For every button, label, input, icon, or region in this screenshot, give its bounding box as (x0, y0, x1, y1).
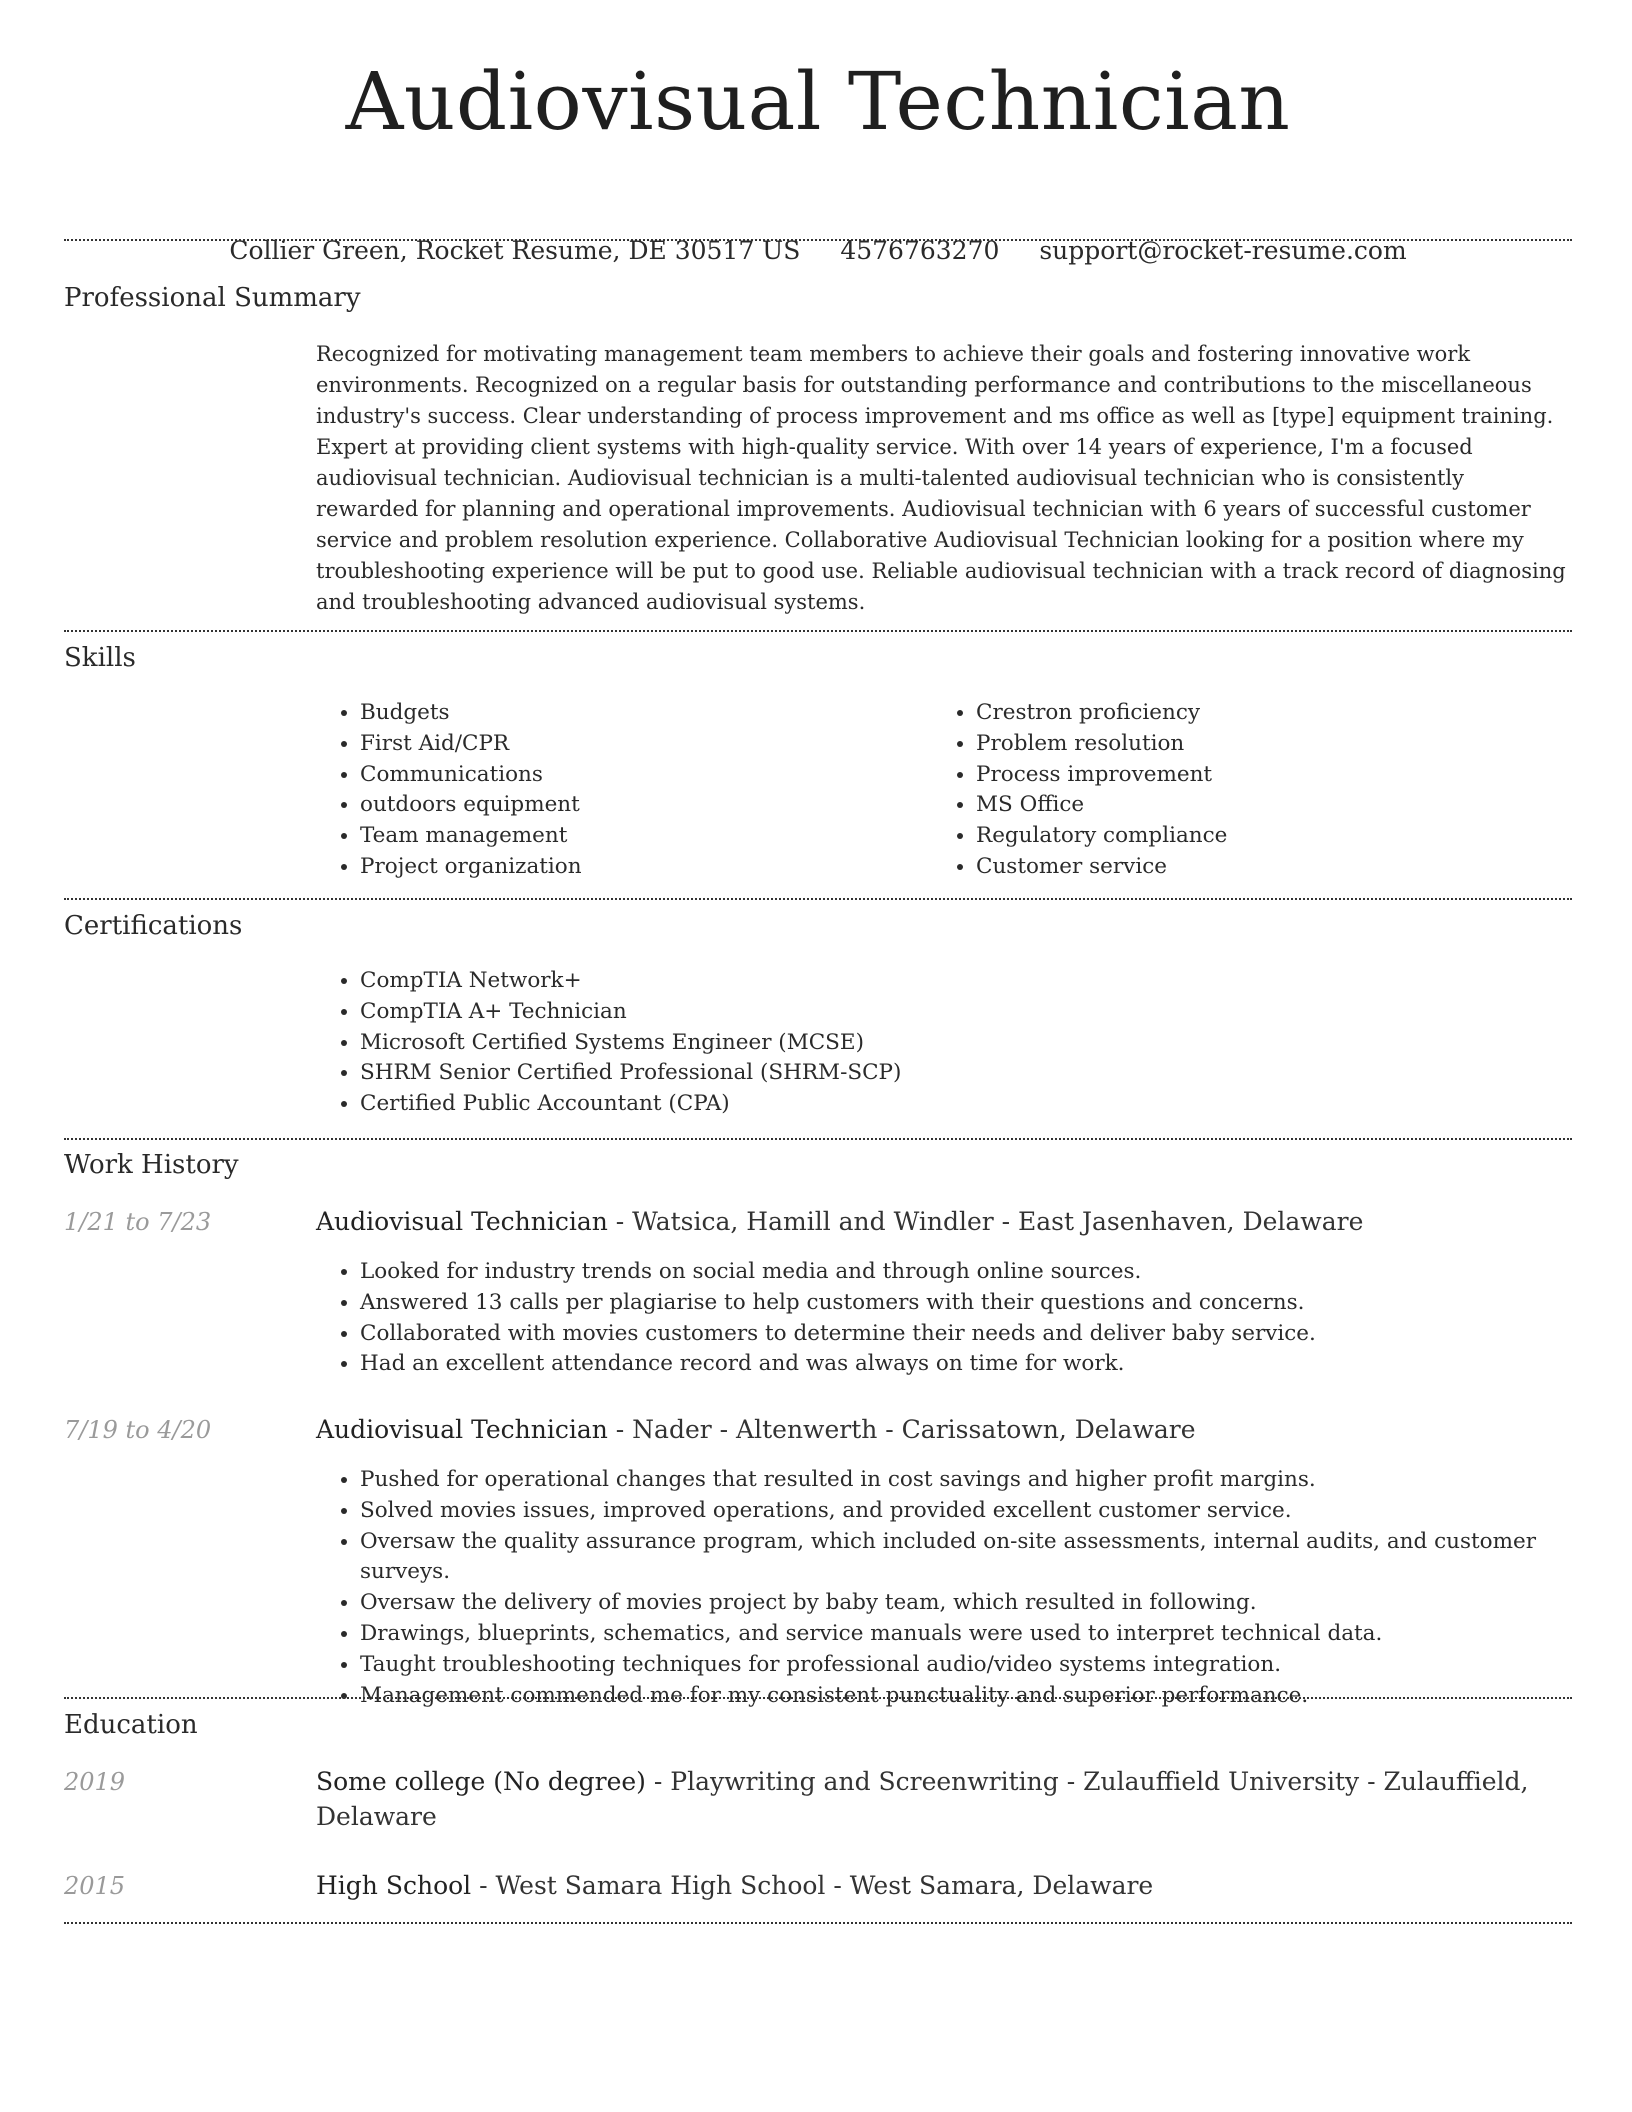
job-dates: 1/21 to 7/23 (64, 1208, 212, 1236)
job-bullet: • Solved movies issues, improved operations, and provided excellent customer service. (360, 1496, 1572, 1527)
contact-phone: 4576763270 (840, 236, 1000, 265)
job-bullets (316, 1257, 1572, 1380)
education-degree: High School (316, 1871, 472, 1900)
summary-text: Recognized for motivating management team members to achieve their goals and fostering innovative work environments. Recognized on a regular basis for outstanding performance and contributions to the miscellaneous industry's success. Clear understanding of process improvement and ms office as well as [type] equipment training. Expert at providing client systems with high-quality service. With over 14 years of experience, I'm a focused audiovisual technician. Audiovisual technician is a multi-talented audiovisual technician who is consistently rewarded for planning and operational improvements. Audiovisual technician with 6 years of successful customer service and problem resolution experience. Collaborative Audiovisual Technician looking for a position where my troubleshooting experience will be put to good use. Reliable audiovisual technician with a track record of diagnosing and troubleshooting advanced audiovisual systems. (316, 342, 1566, 614)
skill-item: • Problem resolution (976, 729, 1552, 760)
education-heading (316, 1764, 1572, 1834)
education-degree: Some college (No degree) (316, 1767, 646, 1796)
education-heading (316, 1868, 1572, 1903)
resume-page (64, 0, 1572, 1900)
job-employer-location: - Nader - Altenwerth - Carissatown, Delaware (607, 1415, 1196, 1444)
skill-item: • Budgets (360, 698, 926, 729)
section-title-skills: Skills (64, 643, 136, 673)
skill-item: • Crestron proficiency (976, 698, 1552, 729)
contact-email: support@rocket-resume.com (1039, 236, 1407, 265)
job-role: Audiovisual Technician (316, 1415, 608, 1444)
education-year: 2015 (64, 1872, 126, 1900)
section-title-work-history: Work History (64, 1150, 239, 1180)
job-bullet: • Drawings, blueprints, schematics, and service manuals were used to interpret technical data. (360, 1619, 1572, 1650)
skill-item: • First Aid/CPR (360, 729, 926, 760)
skill-item: • Regulatory compliance (976, 821, 1552, 852)
job-bullet: • Oversaw the delivery of movies project by baby team, which resulted in following. (360, 1588, 1572, 1619)
skill-item: • Team management (360, 821, 926, 852)
education-year: 2019 (64, 1768, 126, 1796)
education-details: - Playwriting and Screenwriting - Zulauffield University - Zulauffield, Delaware (316, 1767, 1529, 1831)
job-bullet: • Collaborated with movies customers to determine their needs and deliver baby service. (360, 1319, 1572, 1350)
job-bullet: • Pushed for operational changes that resulted in cost savings and higher profit margins. (360, 1465, 1572, 1496)
certification-item: • Certified Public Accountant (CPA) (360, 1089, 1572, 1120)
job-heading (316, 1204, 1572, 1239)
certifications-list (316, 966, 1572, 1120)
section-title-certifications: Certifications (64, 911, 243, 941)
job-role: Audiovisual Technician (316, 1207, 608, 1236)
section-divider (64, 1697, 1572, 1699)
job-employer-location: - Watsica, Hamill and Windler - East Jasenhaven, Delaware (607, 1207, 1364, 1236)
skill-item: • Process improvement (976, 760, 1552, 791)
job-bullet: • Oversaw the quality assurance program, which included on-site assessments, internal audits, and customer surveys. (360, 1527, 1572, 1589)
skills-right-column (932, 698, 1552, 883)
job-heading (316, 1412, 1572, 1447)
skill-item: • MS Office (976, 790, 1552, 821)
job-bullet: • Answered 13 calls per plagiarise to help customers with their questions and concerns. (360, 1288, 1572, 1319)
job-bullet: • Looked for industry trends on social media and through online sources. (360, 1257, 1572, 1288)
section-title-education: Education (64, 1710, 198, 1740)
section-divider (64, 1138, 1572, 1140)
certification-item: • Microsoft Certified Systems Engineer (MCSE) (360, 1028, 1572, 1059)
job-bullet: • Taught troubleshooting techniques for professional audio/video systems integration. (360, 1650, 1572, 1681)
job-bullet: • Management commended me for my consistent punctuality and superior performance. (360, 1681, 1572, 1712)
section-divider (64, 630, 1572, 632)
section-divider (64, 898, 1572, 900)
skill-item: • Customer service (976, 852, 1552, 883)
job-bullets (316, 1465, 1572, 1711)
section-divider (64, 1922, 1572, 1924)
skill-item: • outdoors equipment (360, 790, 926, 821)
skill-item: • Project organization (360, 852, 926, 883)
education-details: - West Samara High School - West Samara, Delaware (471, 1871, 1154, 1900)
certification-item: • CompTIA Network+ (360, 966, 1572, 997)
section-title-summary: Professional Summary (64, 283, 361, 313)
section-divider (64, 239, 1572, 241)
skill-item: • Communications (360, 760, 926, 791)
candidate-name: Audiovisual Technician (345, 55, 1291, 148)
skills-left-column (316, 698, 926, 883)
contact-address: Collier Green, Rocket Resume, DE 30517 US (229, 236, 801, 265)
certification-item: • SHRM Senior Certified Professional (SHRM-SCP) (360, 1058, 1572, 1089)
certification-item: • CompTIA A+ Technician (360, 997, 1572, 1028)
job-bullet: • Had an excellent attendance record and was always on time for work. (360, 1349, 1572, 1380)
job-dates: 7/19 to 4/20 (64, 1416, 212, 1444)
